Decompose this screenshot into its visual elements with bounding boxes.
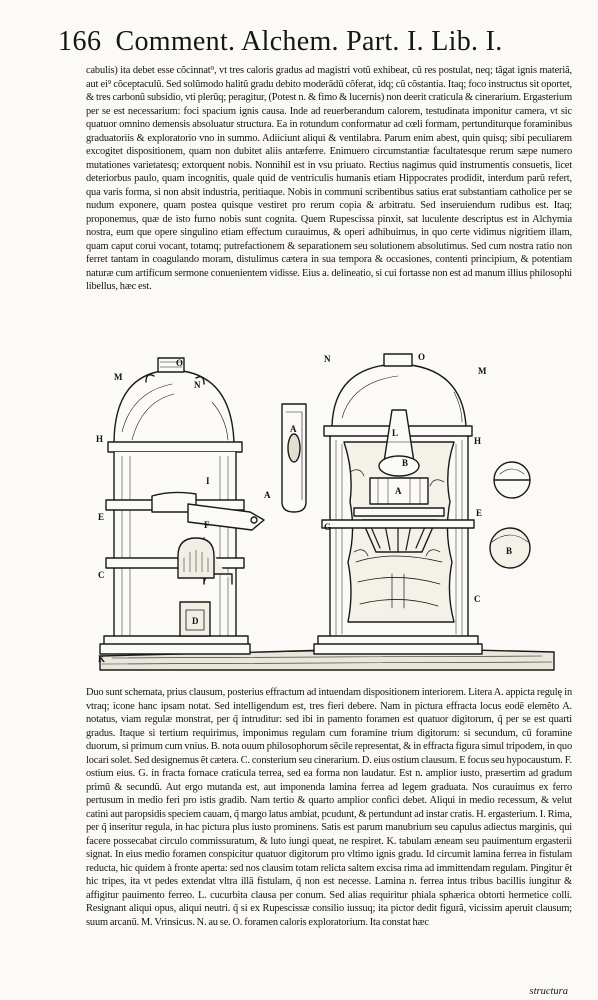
fig-label: G [324,522,332,532]
text-paragraph-top: cabulis) ita debet esse cõcinnat⁹, vt tres caloris gradus ad magistri votũ exhibeat, cũ res postulat, neq; tãgat ignis materiã, aut ei⁹ cõceptaculũ. Sed solũmodo halitũ gradu debito moderãdũ cõferat, idq; cũ cõstantia. Itaq; foco instructus sit oportet, & tres carbonũ subsidio, vti plerũq; peragitur, (Potest n. & fimo & lucernis) non deerit craticula & cinerarium. Ergasterium per se est necessarium: foci spacium ignis causa. Inde ad reuerberandum calorem, testudinata imponitur camera, vt sic quatuor omnino demensis absoluatur structura. Ea in rotundum conformatur ad cœli formam, pertunditurque foraminibus graduatoriis & exploratorio vno in summo. Adiiciunt aliqui & ventilabra. Parum enim abest, quin quisq; sibi peculiarem excogitet dispositionem, quam non dubitet aliis antæferre. Enimuero circumstantiæ facultatesque rerum sæpe numero mutationes varietatesq; extorquent nobis. Nonnihil est in vsu priuato. Rectius nagimus quid instrumentis consuetis, licet deteriorbus paulo, quam incognitis, quale quid de ventriculis humanis etiam Hippocrates prodidit, interdum parũ refert, qua varis forma, si non absit industria, peritiaque. Nobis in communi scribentibus satius erat substantiam catholice per se nudum exponere, quam postea quisque vestiret pro rerum copia & arbitratu. Sed inseruiendum rudibus est. Itaq; proponemus, quæ de isto furno nobis sunt cognita. Quem Rupescissa pinxit, sat luculente descriptus est in Alchymia nostra, eum que opere singulino etiam effectum curauimus, & operi adhibuimus, in quo certe vidimus nigritiem illam, quam caput corui vocant, totamq; putrefactionem & separationem seu solutionem absolutimus. Sed cum nostra ratio non ferret tantam in coagulando moram, distulimus cætera in sua tempora & occasiones, contenti principium, & potentiam naturæ cum artificum sermone conuenientem vidisse. Eius a. delineatio, si cui fortasse non est ad manum illius philosophi libellus, hæc est. [86,65,572,292]
text-paragraph-bottom: Duo sunt schemata, prius clausum, posterius effractum ad intuendam dispositionem interiorem. Litera A. appicta regulę in vtraq; icone hanc ipsam notat. Sed intelligendum est, tres fieri debere. Nam in pictura effracta locus eodẽ elemẽto A. notatus, viam regulæ monstrat, per q̃ intruditur: sed ibi in pamento foramen est quatuor digitorum, q̃ per se est quarti gradus. Itaque si tertium requirimus, imponimus regulam cum foramine trium digitorum: si secundum, cũ foramine duorum, si primum cum vnius. B. nota ouum philosophorum sẽcile representat, & in effracta figura simul tripodem, in quo locari solet. Sed designemus ẽt cætera. C. consterium seu cinerarium. D. eius ostium clausum. E focus seu hypocaustum. F. ostium eius. G. in fracta fornace craticula terrea, sed ea forma non laudatur. Est n. amplior iusto, præsertim ad gradum primũ & secundũ. Aut ergo mutanda est, aut imponenda lamina ferrea ad legem graduata. Nos curauimus ex ferro pertusum in medio feri pro istis gradib. Nam tertio & quarto amplior confici debet. Aliqui in medio recessum, & velut catini aut paropsidis speciem cauam, q̃ margo latus ambiat, pcudunt, & pertundunt ad instar cratis. H. ergasterium. I. Rima, per q̃ inseritur regula, in hac pictura plus iusto prominens. Satis est parum manubrium seu capulus adiectus marginis, qui facere possecabat circulo commissuratum, & luto iungi queat, ne respiret. K. tabulam æneam seu pauimentum ergasterii signat. In eius medio foramen conspicitur quatuor digitorum pro vltimo ignis gradu. Id circumit lamina ferrea in fistulam reducta, hic quidem à fronte aperta: sed nos clausim totam relicta saltem excisa rima ad immittendam regulam. Pingitur ẽt hic tripes, ita vt pedes extendat vltra illã fistulam, q̃ non est necesse. Lamina n. ferrea intus tribus bacillis iungitur & affigitur pauimento ferreo. L. cucurbita clausa per conum. Sed alias requiritur phiala sphærica obtorti hermetice colli. Resignant aliqui opus, aliqui neutri. q̃ si ex Rupescissæ consilio iussuq; ita pictor dedit figurã, vicissim aperuit clausum; suum arcanũ. M. Vrinsicus. N. au se. O. foramen caloris exploratorium. Ita constat hæc [86,687,572,928]
open-furnace [314,354,482,654]
fig-label: K [98,654,106,664]
running-title: Comment. Alchem. Part. I. Lib. I. [115,26,503,57]
closed-furnace [100,358,264,654]
page-header [58,26,578,62]
fig-label: M [478,366,487,376]
fig-label: F [204,520,210,530]
fig-label: I [206,476,210,486]
fig-label: E [98,512,105,522]
fig-label: H [474,436,482,446]
fig-label: N [194,380,201,390]
fig-label: B [506,546,513,556]
catchword: structura [529,986,568,997]
fig-label: E [476,508,483,518]
fig-label: M [114,372,123,382]
fig-label: A [290,424,297,434]
fig-label: C [474,594,481,604]
fig-label: O [418,352,426,362]
regula-strip [282,404,306,512]
fig-label: L [392,428,399,438]
furnace-woodcut-figure [92,352,562,682]
fig-label: C [98,570,105,580]
fig-label: D [192,616,199,626]
fig-label: N [324,354,331,364]
fig-label: O [176,358,184,368]
fig-label: B [402,458,409,468]
fig-label: A [395,486,402,496]
fig-label: H [96,434,104,444]
fig-label: A [264,490,271,500]
page-number: 166 [58,26,102,57]
